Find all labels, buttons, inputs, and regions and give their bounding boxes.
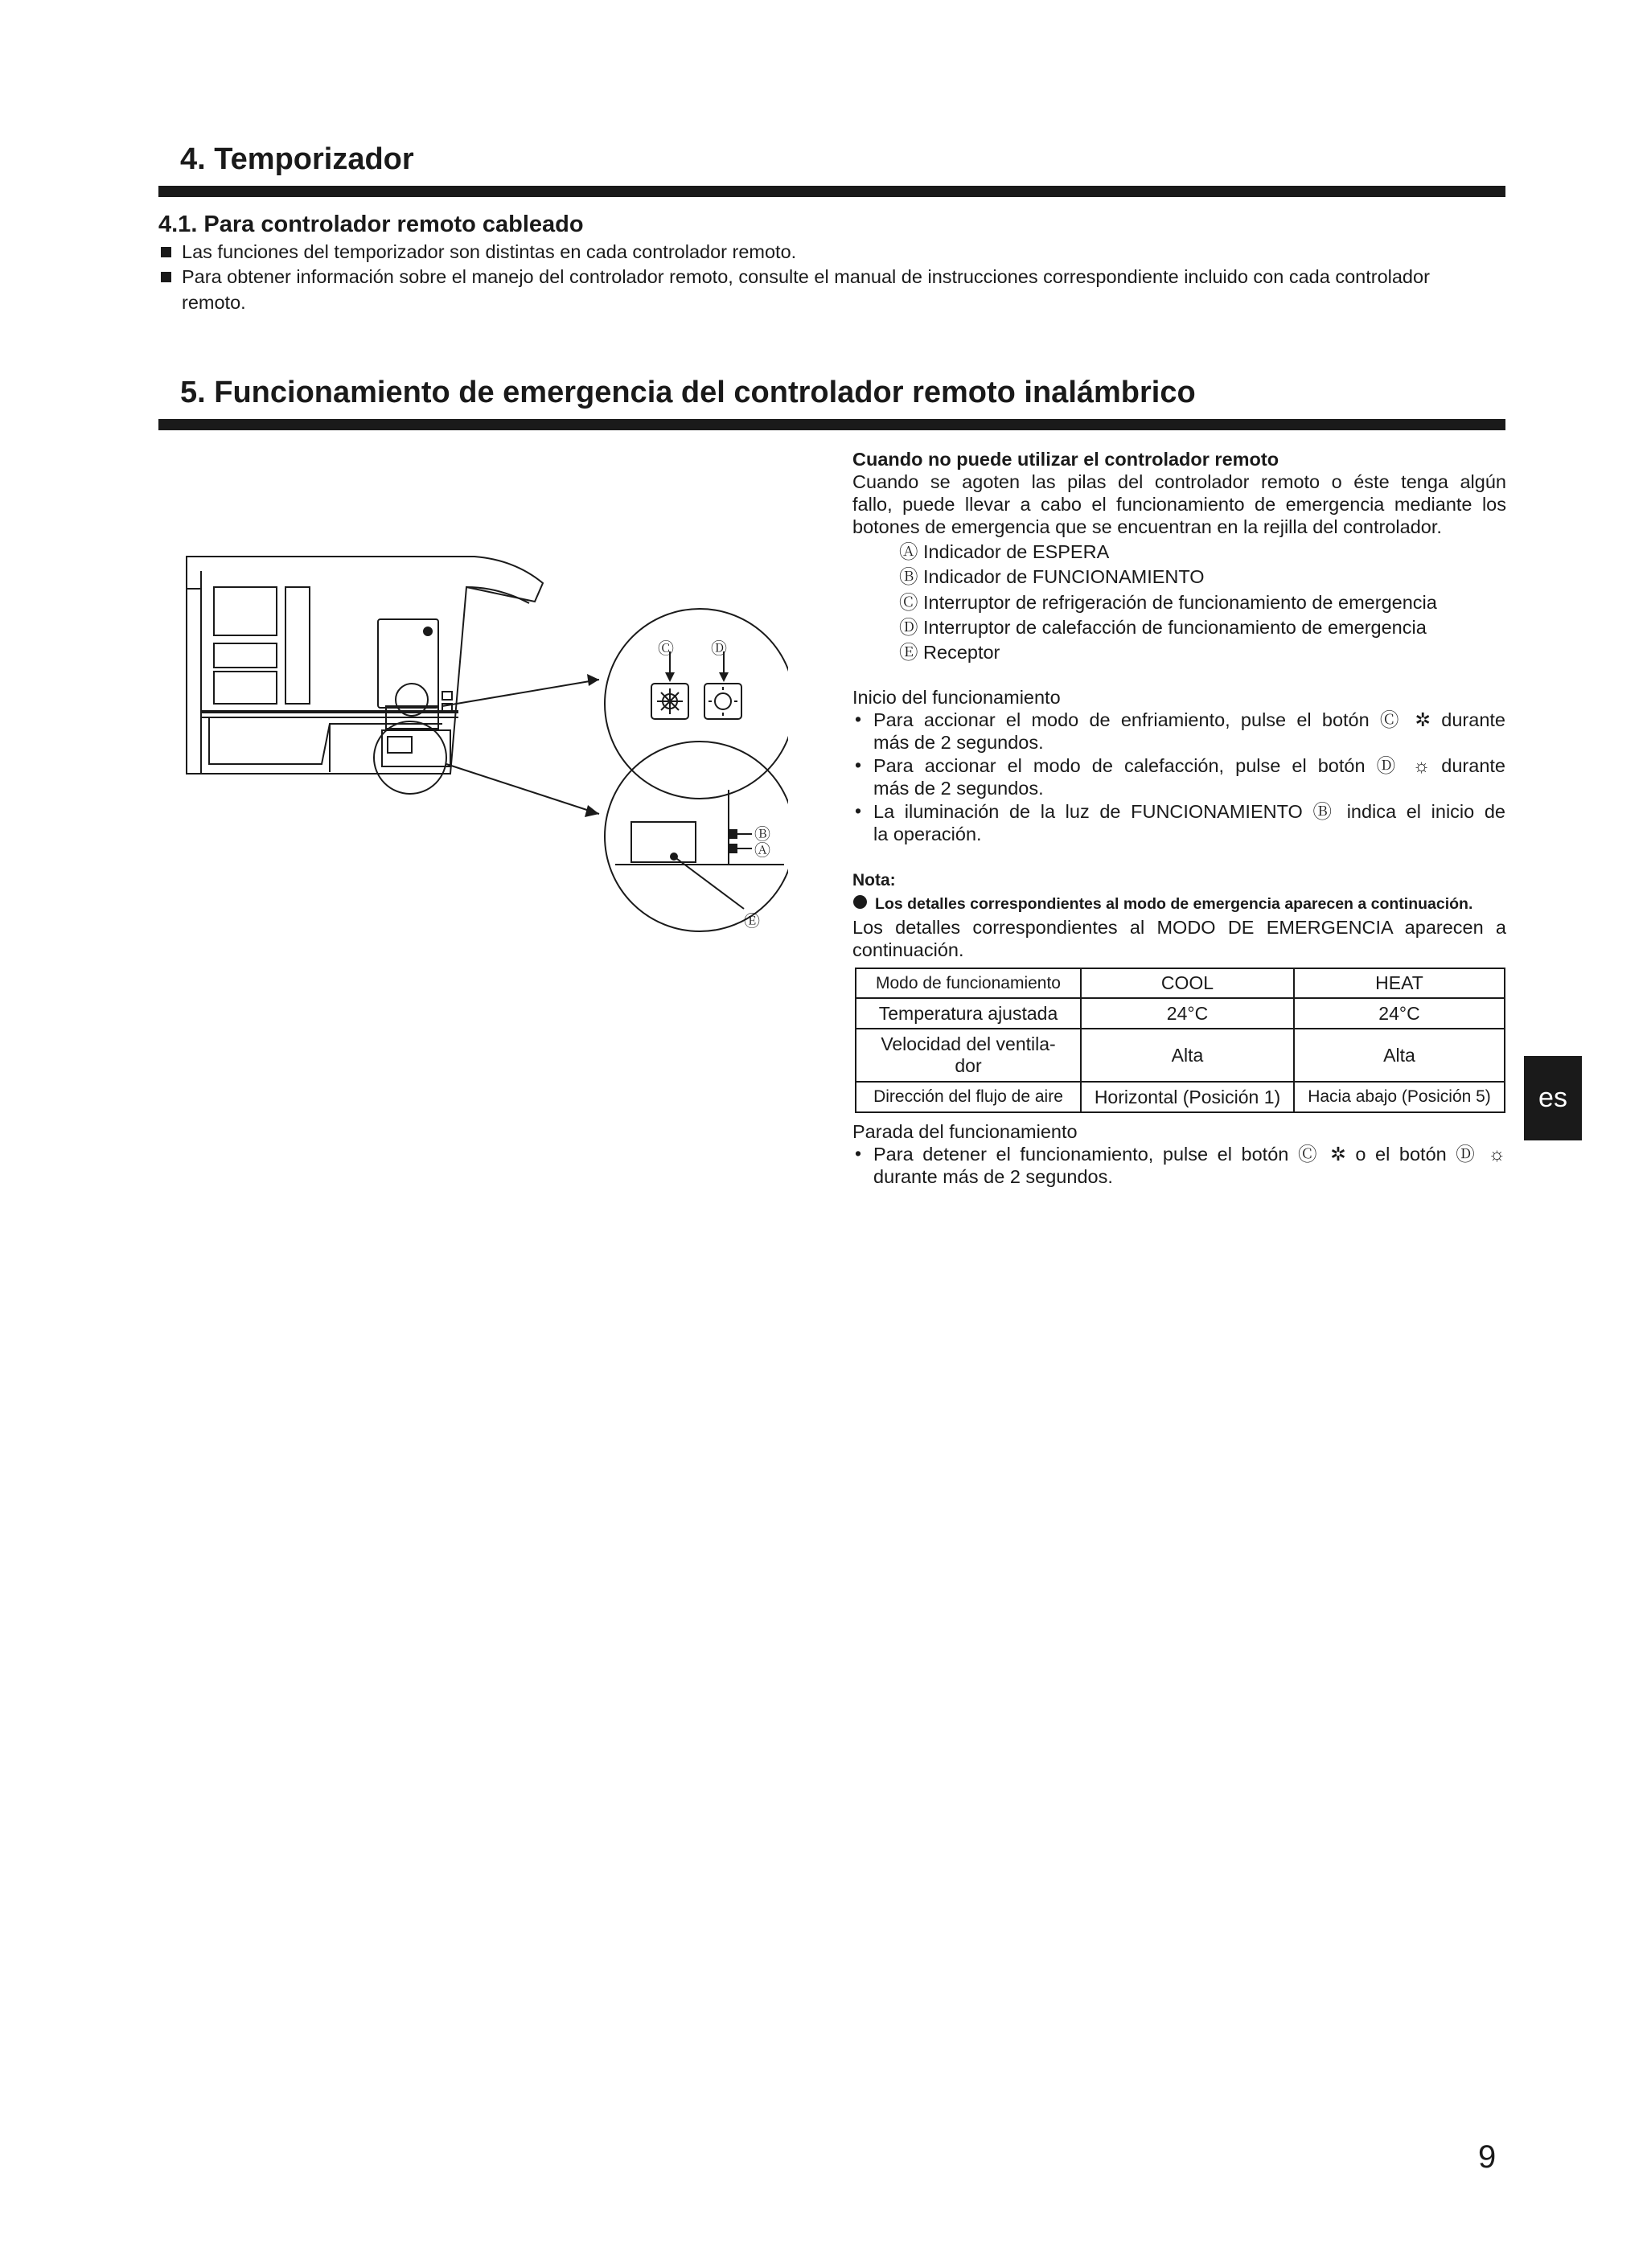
legend-d: Ⓓ Interruptor de calefacción de funcionamiento de emergencia — [899, 617, 1427, 638]
legend-c: Ⓒ Interruptor de refrigeración de funcionamiento de emergencia — [899, 592, 1437, 613]
air-conditioner-figure — [177, 539, 788, 957]
section-5-title: 5. Funcionamiento de emergencia del controlador remoto inalámbrico — [180, 376, 1196, 409]
table-cell: Alta — [1081, 1029, 1294, 1082]
table-row — [856, 968, 1505, 998]
table-cell: Hacia abajo (Posición 5) — [1294, 1082, 1505, 1112]
note-line-1: Los detalles correspondientes al MODO DE EMERGENCIA aparecen a — [852, 917, 1506, 938]
table-cell: COOL — [1081, 968, 1294, 998]
label-c: Ⓒ — [658, 639, 674, 658]
section-4-bullet-2-cont: remoto. — [182, 292, 246, 313]
table-row — [856, 1029, 1505, 1082]
start-item-1: Para accionar el modo de enfriamiento, pulse el botón Ⓒ ✲ durante — [873, 709, 1505, 730]
bullet-dot: • — [855, 754, 862, 775]
stop-item-1: Para detener el funcionamiento, pulse el botón Ⓒ ✲ o el botón Ⓓ ☼ — [873, 1144, 1505, 1165]
section-4-rule — [158, 186, 1505, 197]
label-a: Ⓐ — [754, 840, 770, 860]
table-cell: Velocidad del ventila- dor — [856, 1029, 1081, 1082]
bullet-dot: • — [855, 800, 862, 821]
section-5-rule — [158, 419, 1505, 430]
page-number: 9 — [1478, 2139, 1497, 2175]
legend-e: Ⓔ Receptor — [899, 642, 1000, 663]
table-row — [856, 1082, 1505, 1112]
table-row — [856, 998, 1505, 1029]
label-e: Ⓔ — [744, 911, 760, 931]
intro-heading: Cuando no puede utilizar el controlador remoto — [852, 449, 1279, 470]
stop-item-1-cont: durante más de 2 segundos. — [873, 1166, 1113, 1187]
table-cell: Alta — [1294, 1029, 1505, 1082]
table-cell: 24°C — [1294, 998, 1505, 1029]
section-4-bullet-1: Las funciones del temporizador son distintas en cada controlador remoto. — [182, 241, 797, 262]
intro-line-1: Cuando se agoten las pilas del controlador remoto o éste tenga algún — [852, 471, 1506, 492]
table-cell: 24°C — [1081, 998, 1294, 1029]
start-item-2: Para accionar el modo de calefacción, pulse el botón Ⓓ ☼ durante — [873, 755, 1505, 776]
legend-a: Ⓐ Indicador de ESPERA — [899, 541, 1110, 562]
section-4-bullet-2: Para obtener información sobre el manejo del controlador remoto, consulte el manual de instrucciones correspondiente incluido con cada controlador — [182, 266, 1430, 287]
table-cell: HEAT — [1294, 968, 1505, 998]
table-cell: Horizontal (Posición 1) — [1081, 1082, 1294, 1112]
legend-b: Ⓑ Indicador de FUNCIONAMIENTO — [899, 566, 1205, 587]
section-4-1-title: 4.1. Para controlador remoto cableado — [158, 212, 584, 237]
label-b: Ⓑ — [754, 824, 770, 844]
table-cell: Temperatura ajustada — [856, 998, 1081, 1029]
bullet-square — [161, 272, 171, 282]
note-bullet — [853, 895, 867, 909]
note-line-2: continuación. — [852, 939, 964, 960]
start-item-3-cont: la operación. — [873, 824, 982, 844]
start-heading: Inicio del funcionamiento — [852, 687, 1061, 708]
language-tab: es — [1524, 1056, 1582, 1140]
bullet-dot: • — [855, 709, 862, 729]
bullet-square — [161, 247, 171, 257]
table-cell: Dirección del flujo de aire — [856, 1082, 1081, 1112]
intro-line-2: fallo, puede llevar a cabo el funcionamiento de emergencia mediante los — [852, 494, 1506, 515]
note-label: Nota: — [852, 871, 896, 890]
start-item-3: La iluminación de la luz de FUNCIONAMIENTO Ⓑ indica el inicio de — [873, 801, 1505, 822]
label-d: Ⓓ — [711, 639, 727, 658]
start-item-2-cont: más de 2 segundos. — [873, 778, 1044, 799]
section-4-title: 4. Temporizador — [180, 142, 414, 176]
start-item-1-cont: más de 2 segundos. — [873, 732, 1044, 753]
note-bold-text: Los detalles correspondientes al modo de emergencia aparecen a continuación. — [875, 895, 1473, 913]
emergency-mode-table — [855, 968, 1505, 1113]
table-cell: Modo de funcionamiento — [856, 968, 1081, 998]
stop-heading: Parada del funcionamiento — [852, 1121, 1078, 1142]
intro-line-3: botones de emergencia que se encuentran en la rejilla del controlador. — [852, 516, 1442, 537]
bullet-dot: • — [855, 1143, 862, 1164]
